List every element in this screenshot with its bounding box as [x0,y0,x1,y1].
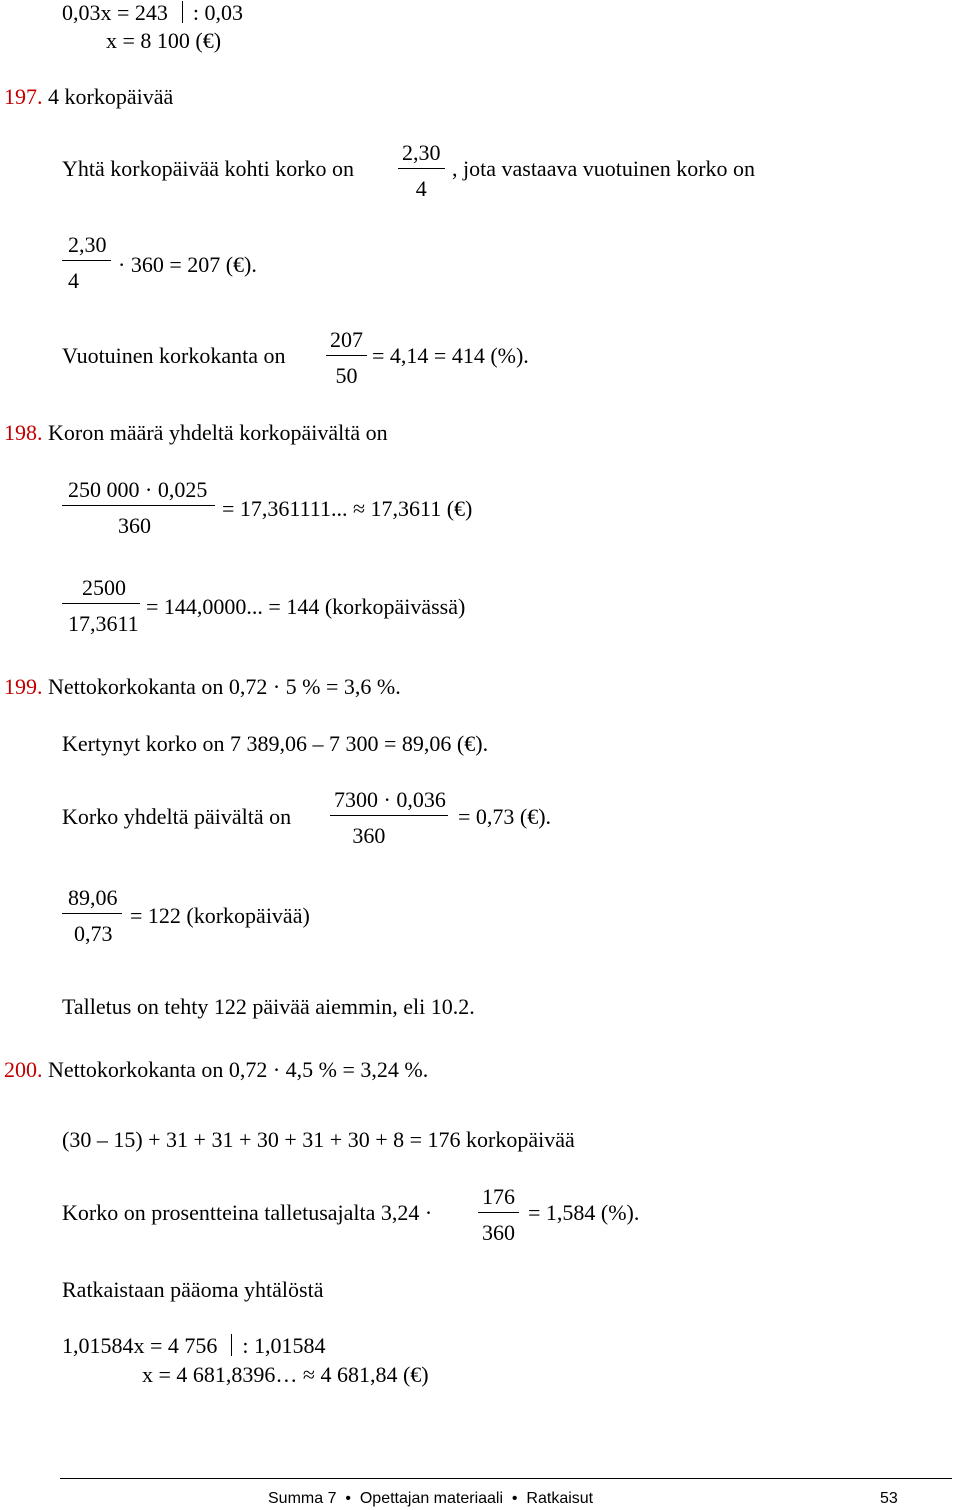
numerator: 250 000 · 0,025 [62,478,215,506]
fraction [398,141,445,201]
text-line: Talletus on tehty 122 päivää aiemmin, eli 10.2. [62,994,475,1019]
problem-197-heading [4,84,173,110]
footer-text: Summa 7 • Opettajan materiaali • Ratkaisut [268,1490,594,1507]
divider-bar [182,1,183,23]
divider-bar [231,1334,232,1356]
denominator: 17,3611 [68,611,139,636]
denominator: 360 [352,823,386,848]
text-line: = 122 (korkopäivää) [130,903,310,928]
text-line: = 0,73 (€). [458,804,552,829]
numerator: 89,06 [62,886,122,914]
fraction [326,328,367,388]
text-line: Ratkaistaan pääoma yhtälöstä [62,1277,324,1302]
problem-title: Nettokorkokanta on 0,72 · 4,5 % = 3,24 %. [48,1057,429,1082]
problem-title: 4 korkopäivää [48,84,174,109]
problem-title: Nettokorkokanta on 0,72 · 5 % = 3,6 %. [48,674,401,699]
problem-199-heading [4,674,401,700]
problem-198-heading [4,420,388,446]
equation-line [62,0,243,26]
footer-divider [60,1478,952,1479]
text-line: = 144,0000... = 144 (korkopäivässä) [146,594,466,619]
denominator: 4 [68,268,79,293]
text-line: = 17,361111... ≈ 17,3611 (€) [222,496,473,521]
text-line: , jota vastaava vuotuinen korko on [452,156,756,181]
problem-title: Koron määrä yhdeltä korkopäivältä on [48,420,388,445]
denominator: 50 [335,363,358,388]
text-line: Korko yhdeltä päivältä on [62,804,292,829]
problem-number: 199. [4,674,43,699]
text-line: Korko on prosentteina talletusajalta 3,24 · [62,1200,433,1225]
text-line: Yhtä korkopäivää kohti korko on [62,156,355,181]
numerator: 2,30 [398,141,445,169]
equation-line: x = 4 681,8396… ≈ 4 681,84 (€) [142,1362,429,1387]
equation-line: x = 8 100 (€) [106,28,222,53]
text-line: Vuotuinen korkokanta on [62,343,286,368]
denominator: 360 [482,1220,515,1245]
page-number: 53 [880,1490,898,1507]
equation-line [62,1333,326,1359]
fraction [62,478,215,538]
problem-200-heading [4,1057,428,1083]
text-line: = 4,14 = 414 (%). [372,343,529,368]
fraction [62,576,140,636]
equation-left: 0,03x = 243 [62,0,168,25]
text-line: Kertynyt korko on 7 389,06 – 7 300 = 89,06 (€). [62,731,489,756]
fraction [478,1185,519,1245]
denominator: 360 [118,513,151,538]
numerator: 176 [478,1185,519,1213]
equation-divisor: : 0,03 [192,0,244,25]
fraction [62,233,111,293]
numerator: 7300 · 0,036 [330,788,448,816]
problem-number: 200. [4,1057,43,1082]
problem-number: 198. [4,420,43,445]
numerator: 2,30 [62,233,111,261]
problem-number: 197. [4,84,43,109]
text-line: · 360 = 207 (€). [118,252,257,277]
numerator: 207 [326,328,367,356]
text-line: (30 – 15) + 31 + 31 + 30 + 31 + 30 + 8 = 176 korkopäivää [62,1127,575,1152]
fraction [62,886,122,946]
denominator: 0,73 [74,921,113,946]
equation-divisor: : 1,01584 [242,1333,326,1358]
text-line: = 1,584 (%). [528,1200,640,1225]
denominator: 4 [415,176,427,201]
fraction [330,788,448,848]
equation-left: 1,01584x = 4 756 [62,1333,218,1358]
numerator: 2500 [62,576,140,604]
